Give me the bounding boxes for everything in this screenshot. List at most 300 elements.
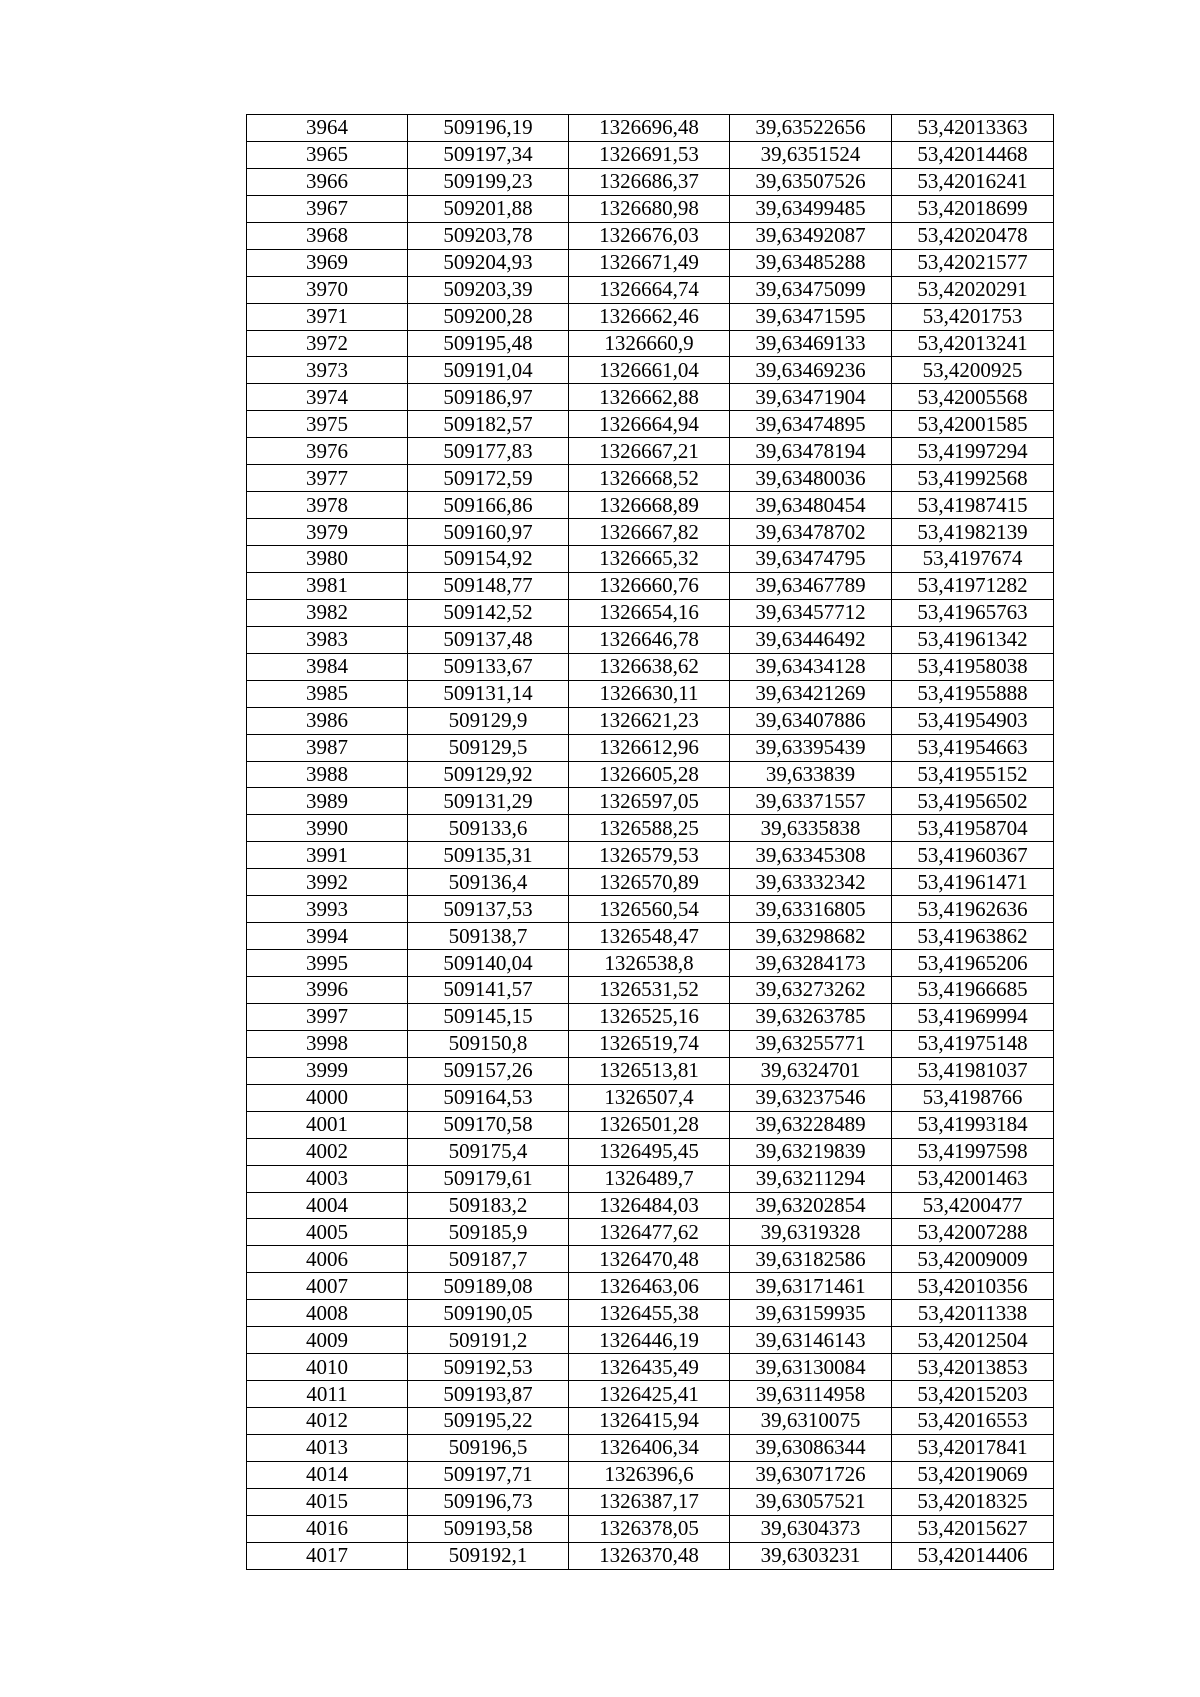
- latitude-cell: 53,41997598: [892, 1138, 1054, 1165]
- coordinates-table-body: [247, 115, 1054, 1570]
- table-row: [247, 896, 1054, 923]
- table-row: [247, 1111, 1054, 1138]
- x-coordinate-cell: 509137,48: [408, 626, 569, 653]
- x-coordinate-cell: 509166,86: [408, 492, 569, 519]
- y-coordinate-cell: 1326665,32: [569, 546, 730, 573]
- x-coordinate-cell: 509154,92: [408, 546, 569, 573]
- x-coordinate-cell: 509175,4: [408, 1138, 569, 1165]
- longitude-cell: 39,63211294: [730, 1165, 892, 1192]
- y-coordinate-cell: 1326660,9: [569, 330, 730, 357]
- table-row: [247, 680, 1054, 707]
- latitude-cell: 53,42020291: [892, 276, 1054, 303]
- longitude-cell: 39,63478194: [730, 438, 892, 465]
- longitude-cell: 39,63237546: [730, 1084, 892, 1111]
- latitude-cell: 53,41962636: [892, 896, 1054, 923]
- x-coordinate-cell: 509187,7: [408, 1246, 569, 1273]
- table-row: [247, 842, 1054, 869]
- point-number-cell: 3991: [247, 842, 408, 869]
- table-row: [247, 1461, 1054, 1488]
- point-number-cell: 4012: [247, 1408, 408, 1435]
- x-coordinate-cell: 509136,4: [408, 869, 569, 896]
- latitude-cell: 53,41993184: [892, 1111, 1054, 1138]
- longitude-cell: 39,63407886: [730, 707, 892, 734]
- table-row: [247, 1003, 1054, 1030]
- y-coordinate-cell: 1326691,53: [569, 141, 730, 168]
- y-coordinate-cell: 1326570,89: [569, 869, 730, 896]
- table-row: [247, 1138, 1054, 1165]
- point-number-cell: 3983: [247, 626, 408, 653]
- point-number-cell: 3992: [247, 869, 408, 896]
- table-row: [247, 1165, 1054, 1192]
- x-coordinate-cell: 509140,04: [408, 950, 569, 977]
- point-number-cell: 3985: [247, 680, 408, 707]
- latitude-cell: 53,41955152: [892, 761, 1054, 788]
- x-coordinate-cell: 509131,14: [408, 680, 569, 707]
- latitude-cell: 53,42013853: [892, 1354, 1054, 1381]
- longitude-cell: 39,63499485: [730, 195, 892, 222]
- y-coordinate-cell: 1326513,81: [569, 1057, 730, 1084]
- longitude-cell: 39,6303231: [730, 1542, 892, 1569]
- point-number-cell: 3987: [247, 734, 408, 761]
- longitude-cell: 39,63446492: [730, 626, 892, 653]
- longitude-cell: 39,633839: [730, 761, 892, 788]
- latitude-cell: 53,41958704: [892, 815, 1054, 842]
- longitude-cell: 39,63434128: [730, 653, 892, 680]
- table-row: [247, 1273, 1054, 1300]
- latitude-cell: 53,4200477: [892, 1192, 1054, 1219]
- latitude-cell: 53,41975148: [892, 1030, 1054, 1057]
- table-row: [247, 707, 1054, 734]
- x-coordinate-cell: 509160,97: [408, 519, 569, 546]
- x-coordinate-cell: 509195,22: [408, 1408, 569, 1435]
- y-coordinate-cell: 1326668,89: [569, 492, 730, 519]
- table-row: [247, 303, 1054, 330]
- longitude-cell: 39,63522656: [730, 115, 892, 142]
- x-coordinate-cell: 509196,19: [408, 115, 569, 142]
- table-row: [247, 1219, 1054, 1246]
- longitude-cell: 39,6319328: [730, 1219, 892, 1246]
- longitude-cell: 39,63371557: [730, 788, 892, 815]
- y-coordinate-cell: 1326696,48: [569, 115, 730, 142]
- y-coordinate-cell: 1326495,45: [569, 1138, 730, 1165]
- table-row: [247, 438, 1054, 465]
- latitude-cell: 53,42014406: [892, 1542, 1054, 1569]
- latitude-cell: 53,42014468: [892, 141, 1054, 168]
- point-number-cell: 4011: [247, 1381, 408, 1408]
- latitude-cell: 53,41960367: [892, 842, 1054, 869]
- table-row: [247, 1515, 1054, 1542]
- x-coordinate-cell: 509133,6: [408, 815, 569, 842]
- latitude-cell: 53,42001585: [892, 411, 1054, 438]
- table-row: [247, 276, 1054, 303]
- x-coordinate-cell: 509133,67: [408, 653, 569, 680]
- y-coordinate-cell: 1326646,78: [569, 626, 730, 653]
- y-coordinate-cell: 1326605,28: [569, 761, 730, 788]
- latitude-cell: 53,42018325: [892, 1488, 1054, 1515]
- x-coordinate-cell: 509186,97: [408, 384, 569, 411]
- point-number-cell: 3998: [247, 1030, 408, 1057]
- x-coordinate-cell: 509183,2: [408, 1192, 569, 1219]
- latitude-cell: 53,41961342: [892, 626, 1054, 653]
- point-number-cell: 4007: [247, 1273, 408, 1300]
- table-row: [247, 1488, 1054, 1515]
- longitude-cell: 39,6351524: [730, 141, 892, 168]
- x-coordinate-cell: 509200,28: [408, 303, 569, 330]
- x-coordinate-cell: 509193,58: [408, 1515, 569, 1542]
- table-row: [247, 546, 1054, 573]
- latitude-cell: 53,42015203: [892, 1381, 1054, 1408]
- latitude-cell: 53,41965206: [892, 950, 1054, 977]
- x-coordinate-cell: 509150,8: [408, 1030, 569, 1057]
- point-number-cell: 4000: [247, 1084, 408, 1111]
- x-coordinate-cell: 509197,71: [408, 1461, 569, 1488]
- latitude-cell: 53,41966685: [892, 977, 1054, 1004]
- longitude-cell: 39,63467789: [730, 572, 892, 599]
- longitude-cell: 39,63480454: [730, 492, 892, 519]
- longitude-cell: 39,63159935: [730, 1300, 892, 1327]
- table-row: [247, 977, 1054, 1004]
- x-coordinate-cell: 509204,93: [408, 249, 569, 276]
- latitude-cell: 53,42012504: [892, 1327, 1054, 1354]
- y-coordinate-cell: 1326548,47: [569, 923, 730, 950]
- longitude-cell: 39,63507526: [730, 168, 892, 195]
- table-row: [247, 141, 1054, 168]
- longitude-cell: 39,63255771: [730, 1030, 892, 1057]
- point-number-cell: 3995: [247, 950, 408, 977]
- latitude-cell: 53,42015627: [892, 1515, 1054, 1542]
- x-coordinate-cell: 509196,73: [408, 1488, 569, 1515]
- table-row: [247, 1542, 1054, 1569]
- table-row: [247, 357, 1054, 384]
- table-row: [247, 869, 1054, 896]
- point-number-cell: 3966: [247, 168, 408, 195]
- latitude-cell: 53,4198766: [892, 1084, 1054, 1111]
- y-coordinate-cell: 1326507,4: [569, 1084, 730, 1111]
- longitude-cell: 39,63471904: [730, 384, 892, 411]
- table-row: [247, 1434, 1054, 1461]
- table-row: [247, 195, 1054, 222]
- latitude-cell: 53,41982139: [892, 519, 1054, 546]
- y-coordinate-cell: 1326654,16: [569, 599, 730, 626]
- longitude-cell: 39,63485288: [730, 249, 892, 276]
- point-number-cell: 3977: [247, 465, 408, 492]
- point-number-cell: 4005: [247, 1219, 408, 1246]
- y-coordinate-cell: 1326621,23: [569, 707, 730, 734]
- point-number-cell: 4001: [247, 1111, 408, 1138]
- x-coordinate-cell: 509177,83: [408, 438, 569, 465]
- point-number-cell: 3972: [247, 330, 408, 357]
- y-coordinate-cell: 1326538,8: [569, 950, 730, 977]
- table-row: [247, 249, 1054, 276]
- latitude-cell: 53,41987415: [892, 492, 1054, 519]
- table-row: [247, 950, 1054, 977]
- y-coordinate-cell: 1326463,06: [569, 1273, 730, 1300]
- longitude-cell: 39,6310075: [730, 1408, 892, 1435]
- latitude-cell: 53,41971282: [892, 572, 1054, 599]
- point-number-cell: 3978: [247, 492, 408, 519]
- y-coordinate-cell: 1326477,62: [569, 1219, 730, 1246]
- x-coordinate-cell: 509172,59: [408, 465, 569, 492]
- point-number-cell: 3968: [247, 222, 408, 249]
- longitude-cell: 39,63146143: [730, 1327, 892, 1354]
- longitude-cell: 39,63395439: [730, 734, 892, 761]
- table-row: [247, 1408, 1054, 1435]
- latitude-cell: 53,42001463: [892, 1165, 1054, 1192]
- y-coordinate-cell: 1326446,19: [569, 1327, 730, 1354]
- y-coordinate-cell: 1326664,74: [569, 276, 730, 303]
- table-row: [247, 384, 1054, 411]
- longitude-cell: 39,63478702: [730, 519, 892, 546]
- table-row: [247, 923, 1054, 950]
- table-row: [247, 519, 1054, 546]
- x-coordinate-cell: 509138,7: [408, 923, 569, 950]
- latitude-cell: 53,42018699: [892, 195, 1054, 222]
- x-coordinate-cell: 509164,53: [408, 1084, 569, 1111]
- point-number-cell: 4006: [247, 1246, 408, 1273]
- x-coordinate-cell: 509157,26: [408, 1057, 569, 1084]
- y-coordinate-cell: 1326612,96: [569, 734, 730, 761]
- point-number-cell: 3993: [247, 896, 408, 923]
- y-coordinate-cell: 1326501,28: [569, 1111, 730, 1138]
- x-coordinate-cell: 509170,58: [408, 1111, 569, 1138]
- latitude-cell: 53,4197674: [892, 546, 1054, 573]
- y-coordinate-cell: 1326638,62: [569, 653, 730, 680]
- longitude-cell: 39,6335838: [730, 815, 892, 842]
- point-number-cell: 3990: [247, 815, 408, 842]
- x-coordinate-cell: 509129,92: [408, 761, 569, 788]
- point-number-cell: 4014: [247, 1461, 408, 1488]
- y-coordinate-cell: 1326489,7: [569, 1165, 730, 1192]
- point-number-cell: 4003: [247, 1165, 408, 1192]
- x-coordinate-cell: 509135,31: [408, 842, 569, 869]
- y-coordinate-cell: 1326435,49: [569, 1354, 730, 1381]
- x-coordinate-cell: 509148,77: [408, 572, 569, 599]
- point-number-cell: 3969: [247, 249, 408, 276]
- point-number-cell: 3967: [247, 195, 408, 222]
- point-number-cell: 3979: [247, 519, 408, 546]
- point-number-cell: 3974: [247, 384, 408, 411]
- table-row: [247, 465, 1054, 492]
- x-coordinate-cell: 509192,1: [408, 1542, 569, 1569]
- latitude-cell: 53,42016553: [892, 1408, 1054, 1435]
- point-number-cell: 3982: [247, 599, 408, 626]
- longitude-cell: 39,63457712: [730, 599, 892, 626]
- point-number-cell: 3971: [247, 303, 408, 330]
- x-coordinate-cell: 509182,57: [408, 411, 569, 438]
- table-row: [247, 815, 1054, 842]
- y-coordinate-cell: 1326425,41: [569, 1381, 730, 1408]
- longitude-cell: 39,63202854: [730, 1192, 892, 1219]
- longitude-cell: 39,63171461: [730, 1273, 892, 1300]
- point-number-cell: 3984: [247, 653, 408, 680]
- y-coordinate-cell: 1326667,21: [569, 438, 730, 465]
- table-row: [247, 115, 1054, 142]
- y-coordinate-cell: 1326630,11: [569, 680, 730, 707]
- x-coordinate-cell: 509191,2: [408, 1327, 569, 1354]
- y-coordinate-cell: 1326671,49: [569, 249, 730, 276]
- point-number-cell: 3994: [247, 923, 408, 950]
- y-coordinate-cell: 1326560,54: [569, 896, 730, 923]
- point-number-cell: 3997: [247, 1003, 408, 1030]
- x-coordinate-cell: 509197,34: [408, 141, 569, 168]
- x-coordinate-cell: 509193,87: [408, 1381, 569, 1408]
- longitude-cell: 39,63345308: [730, 842, 892, 869]
- longitude-cell: 39,63086344: [730, 1434, 892, 1461]
- table-row: [247, 761, 1054, 788]
- longitude-cell: 39,63469133: [730, 330, 892, 357]
- latitude-cell: 53,41981037: [892, 1057, 1054, 1084]
- point-number-cell: 3986: [247, 707, 408, 734]
- table-row: [247, 1300, 1054, 1327]
- table-row: [247, 626, 1054, 653]
- y-coordinate-cell: 1326396,6: [569, 1461, 730, 1488]
- point-number-cell: 3989: [247, 788, 408, 815]
- point-number-cell: 3996: [247, 977, 408, 1004]
- point-number-cell: 3988: [247, 761, 408, 788]
- latitude-cell: 53,41955888: [892, 680, 1054, 707]
- latitude-cell: 53,42021577: [892, 249, 1054, 276]
- longitude-cell: 39,63480036: [730, 465, 892, 492]
- x-coordinate-cell: 509131,29: [408, 788, 569, 815]
- latitude-cell: 53,41961471: [892, 869, 1054, 896]
- latitude-cell: 53,42016241: [892, 168, 1054, 195]
- y-coordinate-cell: 1326455,38: [569, 1300, 730, 1327]
- table-row: [247, 599, 1054, 626]
- x-coordinate-cell: 509145,15: [408, 1003, 569, 1030]
- table-row: [247, 653, 1054, 680]
- latitude-cell: 53,42013241: [892, 330, 1054, 357]
- longitude-cell: 39,63219839: [730, 1138, 892, 1165]
- latitude-cell: 53,41954663: [892, 734, 1054, 761]
- y-coordinate-cell: 1326415,94: [569, 1408, 730, 1435]
- table-row: [247, 1057, 1054, 1084]
- latitude-cell: 53,42019069: [892, 1461, 1054, 1488]
- x-coordinate-cell: 509142,52: [408, 599, 569, 626]
- x-coordinate-cell: 509203,39: [408, 276, 569, 303]
- longitude-cell: 39,63471595: [730, 303, 892, 330]
- y-coordinate-cell: 1326531,52: [569, 977, 730, 1004]
- point-number-cell: 4008: [247, 1300, 408, 1327]
- latitude-cell: 53,42011338: [892, 1300, 1054, 1327]
- y-coordinate-cell: 1326484,03: [569, 1192, 730, 1219]
- x-coordinate-cell: 509190,05: [408, 1300, 569, 1327]
- x-coordinate-cell: 509203,78: [408, 222, 569, 249]
- point-number-cell: 4002: [247, 1138, 408, 1165]
- y-coordinate-cell: 1326519,74: [569, 1030, 730, 1057]
- table-row: [247, 734, 1054, 761]
- y-coordinate-cell: 1326662,46: [569, 303, 730, 330]
- point-number-cell: 3964: [247, 115, 408, 142]
- point-number-cell: 3970: [247, 276, 408, 303]
- longitude-cell: 39,63474795: [730, 546, 892, 573]
- point-number-cell: 4010: [247, 1354, 408, 1381]
- longitude-cell: 39,63273262: [730, 977, 892, 1004]
- y-coordinate-cell: 1326588,25: [569, 815, 730, 842]
- latitude-cell: 53,42009009: [892, 1246, 1054, 1273]
- point-number-cell: 3973: [247, 357, 408, 384]
- point-number-cell: 3999: [247, 1057, 408, 1084]
- table-row: [247, 1084, 1054, 1111]
- point-number-cell: 3965: [247, 141, 408, 168]
- point-number-cell: 3975: [247, 411, 408, 438]
- latitude-cell: 53,41969994: [892, 1003, 1054, 1030]
- longitude-cell: 39,63071726: [730, 1461, 892, 1488]
- latitude-cell: 53,42007288: [892, 1219, 1054, 1246]
- y-coordinate-cell: 1326387,17: [569, 1488, 730, 1515]
- latitude-cell: 53,41954903: [892, 707, 1054, 734]
- point-number-cell: 4013: [247, 1434, 408, 1461]
- latitude-cell: 53,42013363: [892, 115, 1054, 142]
- table-row: [247, 788, 1054, 815]
- longitude-cell: 39,63469236: [730, 357, 892, 384]
- y-coordinate-cell: 1326662,88: [569, 384, 730, 411]
- longitude-cell: 39,63475099: [730, 276, 892, 303]
- latitude-cell: 53,41997294: [892, 438, 1054, 465]
- x-coordinate-cell: 509199,23: [408, 168, 569, 195]
- y-coordinate-cell: 1326370,48: [569, 1542, 730, 1569]
- latitude-cell: 53,41963862: [892, 923, 1054, 950]
- x-coordinate-cell: 509137,53: [408, 896, 569, 923]
- latitude-cell: 53,41965763: [892, 599, 1054, 626]
- point-number-cell: 4016: [247, 1515, 408, 1542]
- table-row: [247, 222, 1054, 249]
- latitude-cell: 53,41992568: [892, 465, 1054, 492]
- longitude-cell: 39,63114958: [730, 1381, 892, 1408]
- latitude-cell: 53,41958038: [892, 653, 1054, 680]
- y-coordinate-cell: 1326597,05: [569, 788, 730, 815]
- longitude-cell: 39,63130084: [730, 1354, 892, 1381]
- y-coordinate-cell: 1326378,05: [569, 1515, 730, 1542]
- y-coordinate-cell: 1326579,53: [569, 842, 730, 869]
- longitude-cell: 39,6324701: [730, 1057, 892, 1084]
- table-row: [247, 572, 1054, 599]
- longitude-cell: 39,63182586: [730, 1246, 892, 1273]
- point-number-cell: 3981: [247, 572, 408, 599]
- table-row: [247, 411, 1054, 438]
- x-coordinate-cell: 509185,9: [408, 1219, 569, 1246]
- point-number-cell: 4009: [247, 1327, 408, 1354]
- table-row: [247, 492, 1054, 519]
- table-row: [247, 330, 1054, 357]
- longitude-cell: 39,63316805: [730, 896, 892, 923]
- x-coordinate-cell: 509189,08: [408, 1273, 569, 1300]
- y-coordinate-cell: 1326664,94: [569, 411, 730, 438]
- longitude-cell: 39,63057521: [730, 1488, 892, 1515]
- x-coordinate-cell: 509191,04: [408, 357, 569, 384]
- x-coordinate-cell: 509196,5: [408, 1434, 569, 1461]
- longitude-cell: 39,6304373: [730, 1515, 892, 1542]
- x-coordinate-cell: 509141,57: [408, 977, 569, 1004]
- x-coordinate-cell: 509192,53: [408, 1354, 569, 1381]
- longitude-cell: 39,63421269: [730, 680, 892, 707]
- table-row: [247, 1192, 1054, 1219]
- table-row: [247, 1354, 1054, 1381]
- y-coordinate-cell: 1326525,16: [569, 1003, 730, 1030]
- coordinates-table: [246, 114, 1054, 1570]
- y-coordinate-cell: 1326667,82: [569, 519, 730, 546]
- point-number-cell: 3980: [247, 546, 408, 573]
- table-row: [247, 1381, 1054, 1408]
- longitude-cell: 39,63228489: [730, 1111, 892, 1138]
- longitude-cell: 39,63284173: [730, 950, 892, 977]
- y-coordinate-cell: 1326680,98: [569, 195, 730, 222]
- longitude-cell: 39,63298682: [730, 923, 892, 950]
- x-coordinate-cell: 509195,48: [408, 330, 569, 357]
- y-coordinate-cell: 1326661,04: [569, 357, 730, 384]
- y-coordinate-cell: 1326668,52: [569, 465, 730, 492]
- latitude-cell: 53,42010356: [892, 1273, 1054, 1300]
- latitude-cell: 53,42005568: [892, 384, 1054, 411]
